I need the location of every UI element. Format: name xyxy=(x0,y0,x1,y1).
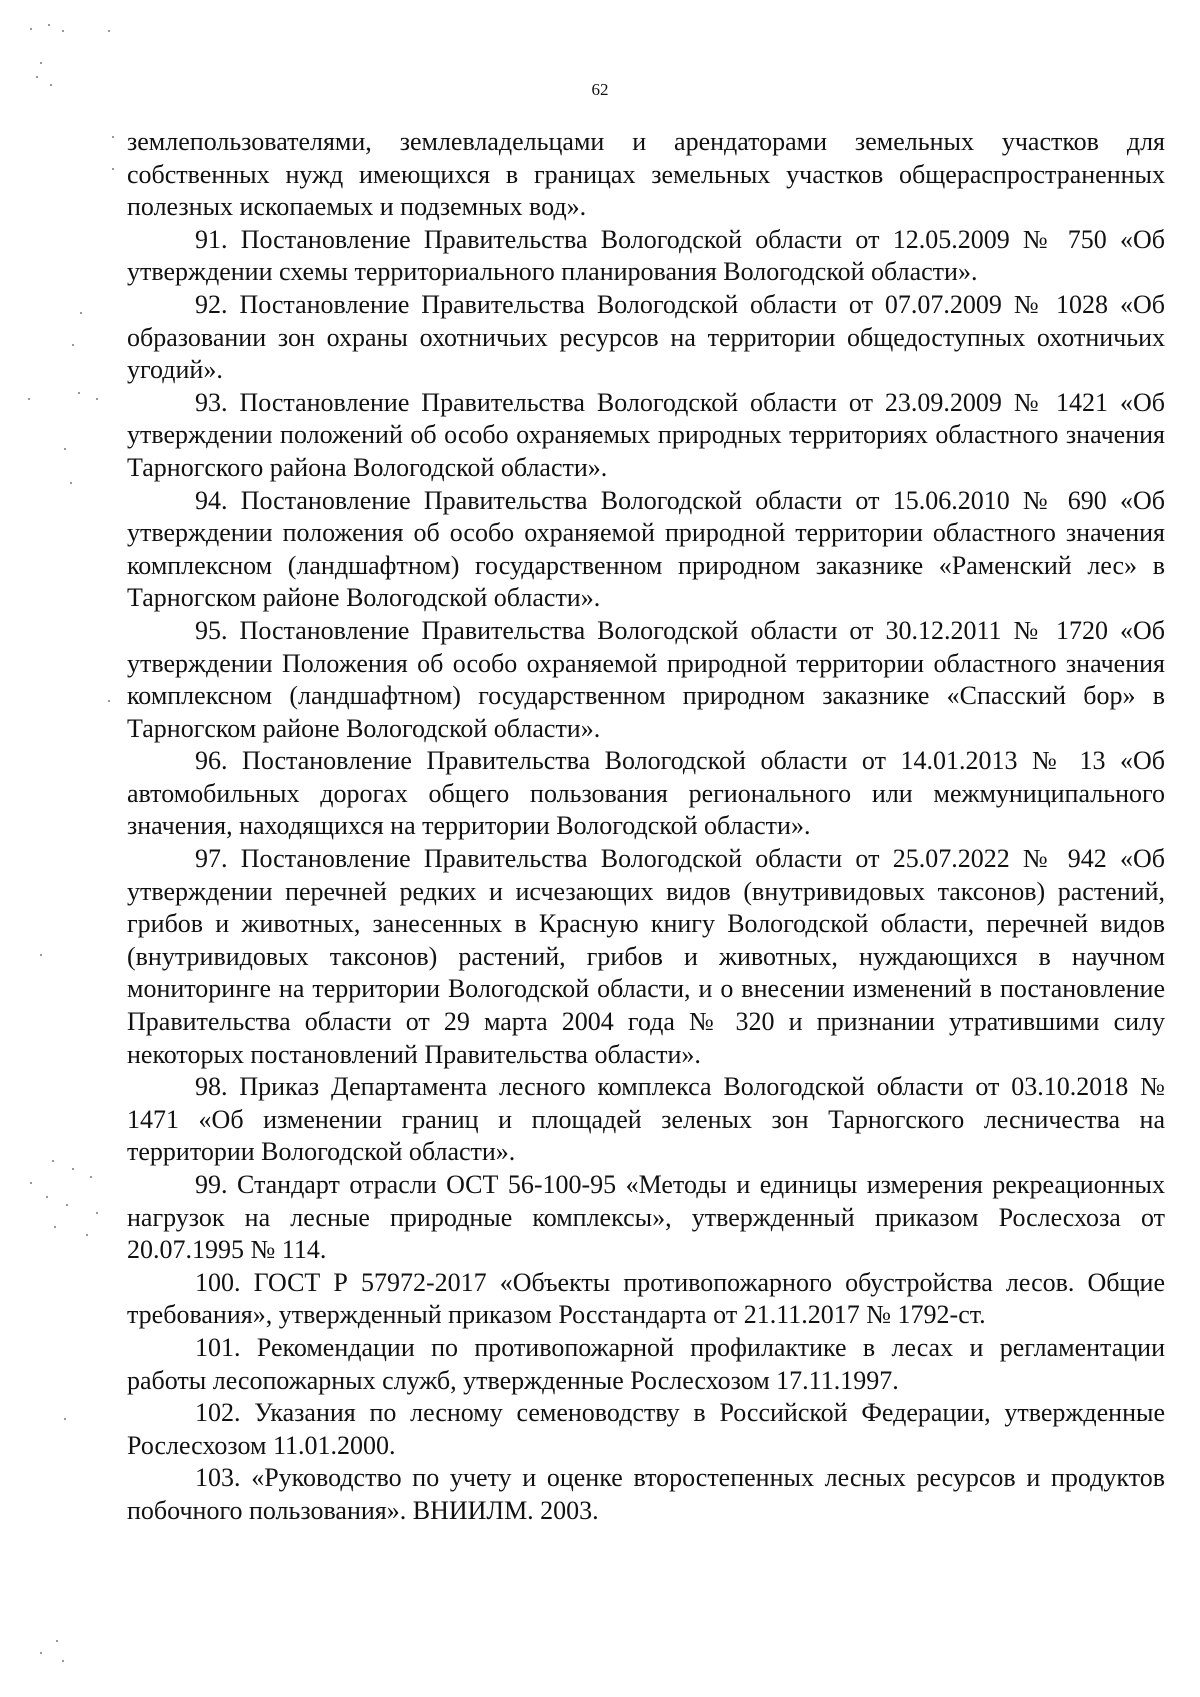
list-item-91: 91. Постановление Правительства Вологодской области от 12.05.2009 № 750 «Об утверждении схемы территориального планирования Вологодской области». xyxy=(127,224,1165,287)
list-item-97: 97. Постановление Правительства Вологодской области от 25.07.2022 № 942 «Об утверждении перечней редких и исчезающих видов (внутривидовых таксонов) растений, грибов и животных, занесенных в Красную книгу Вологодской области, перечней видов (внутривидовых таксонов) растений, грибов и животных, нуждающихся в научном мониторинге на территории Вологодской области, и о внесении изменений в постановление Правительства области от 29 марта 2004 года № 320 и признании утратившими силу некоторых постановлений Правительства области». xyxy=(127,844,1165,1069)
paragraph-continuation: землепользователями, землевладельцами и арендаторами земельных участков для собственных нужд имеющихся в границах земельных участков общераспространенных полезных ископаемых и подземных вод». xyxy=(127,127,1165,222)
list-item-94: 94. Постановление Правительства Вологодской области от 15.06.2010 № 690 «Об утверждении положения об особо охраняемой природной территории областного значения комплексном (ландшафтном) государственном природном заказнике «Раменский лес» в Тарногском районе Вологодской области». xyxy=(127,485,1165,613)
list-item-102: 102. Указания по лесному семеноводству в Российской Федерации, утвержденные Рослесхозом 11.01.2000. xyxy=(127,1398,1165,1460)
list-item-100: 100. ГОСТ Р 57972-2017 «Объекты противопожарного обустройства лесов. Общие требования», утвержденный приказом Росстандарта от 21.11.2017 № 1792-ст. xyxy=(127,1267,1165,1330)
list-item-101: 101. Рекомендации по противопожарной профилактике в лесах и регламентации работы лесопожарных служб, утвержденные Рослесхозом 17.11.1997. xyxy=(127,1332,1165,1395)
list-item-95: 95. Постановление Правительства Вологодской области от 30.12.2011 № 1720 «Об утверждении Положения об особо охраняемой природной территории областного значения комплексном (ландшафтном) государственном природном заказнике «Спасский бор» в Тарногском районе Вологодской области». xyxy=(127,615,1165,743)
list-item-99: 99. Стандарт отрасли ОСТ 56-100-95 «Методы и единицы измерения рекреационных нагрузок на лесные природные комплексы», утвержденный приказом Рослесхоза от 20.07.1995 № 114. xyxy=(127,1170,1165,1265)
document-body xyxy=(127,126,1165,1528)
list-item-103: 103. «Руководство по учету и оценке второстепенных лесных ресурсов и продуктов побочного пользования». ВНИИЛМ. 2003. xyxy=(127,1463,1165,1525)
list-item-92: 92. Постановление Правительства Вологодской области от 07.07.2009 № 1028 «Об образовании зон охраны охотничьих ресурсов на территории общедоступных охотничьих угодий». xyxy=(127,289,1165,385)
list-item-93: 93. Постановление Правительства Вологодской области от 23.09.2009 № 1421 «Об утверждении положений об особо охраняемых природных территориях областного значения Тарногского района Вологодской области». xyxy=(127,387,1165,482)
list-item-96: 96. Постановление Правительства Вологодской области от 14.01.2013 № 13 «Об автомобильных дорогах общего пользования регионального или межмуниципального значения, находящихся на территории Вологодской области». xyxy=(127,746,1165,841)
list-item-98: 98. Приказ Департамента лесного комплекса Вологодской области от 03.10.2018 № 1471 «Об изменении границ и площадей зеленых зон Тарногского лесничества на территории Вологодской области». xyxy=(127,1072,1165,1167)
page-number: 62 xyxy=(591,80,609,99)
